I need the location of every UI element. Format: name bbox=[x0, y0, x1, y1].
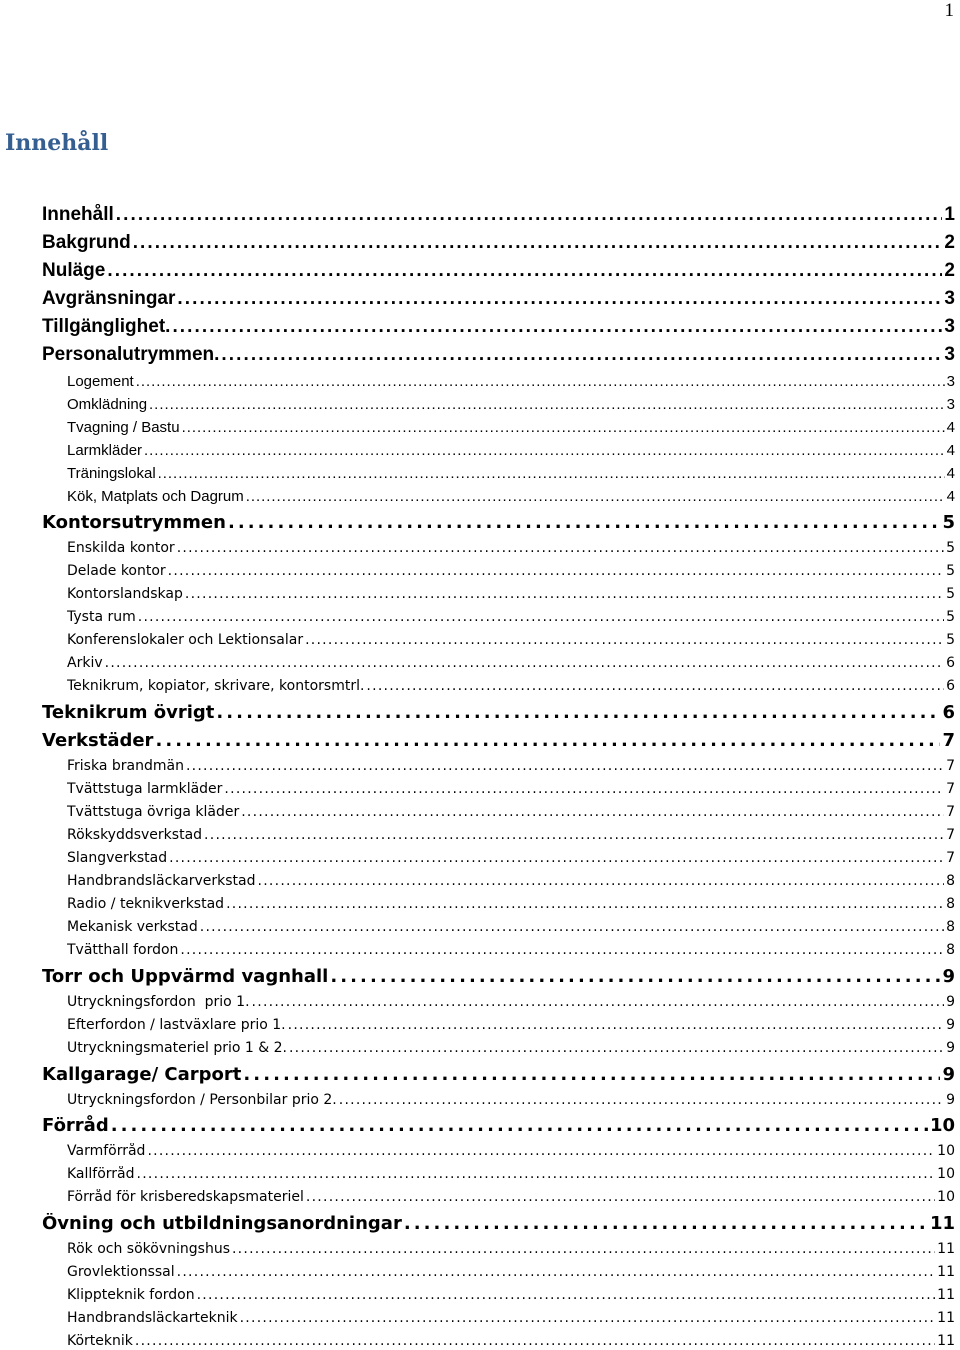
toc-entry-label: Larmkläder bbox=[67, 442, 143, 459]
toc-dot-leader bbox=[216, 702, 940, 723]
toc-entry-page: 2 bbox=[944, 232, 955, 253]
toc-entry-page: 8 bbox=[946, 873, 955, 889]
toc-entry-label: Utryckningsfordon / Personbilar prio 2. bbox=[67, 1092, 337, 1108]
toc-dot-leader bbox=[147, 1143, 935, 1159]
toc-entry-label: Övning och utbildningsanordningar bbox=[42, 1213, 402, 1234]
toc-entry-label: Kallgarage/ Carport bbox=[42, 1064, 242, 1085]
toc-entry[interactable] bbox=[67, 896, 955, 912]
toc-entry-page: 10 bbox=[937, 1143, 955, 1159]
toc-entry-label: Mekanisk verkstad bbox=[67, 919, 198, 935]
toc-dot-leader bbox=[158, 465, 945, 482]
toc-entry[interactable] bbox=[67, 1241, 955, 1257]
toc-entry-label: Kallförråd bbox=[67, 1166, 135, 1182]
toc-entry[interactable] bbox=[67, 540, 955, 556]
toc-dot-leader bbox=[240, 1310, 936, 1326]
toc-entry-label: Rökskyddsverkstad bbox=[67, 827, 203, 843]
toc-dot-leader bbox=[258, 873, 945, 889]
toc-entry-label: Enskilda kontor bbox=[67, 540, 175, 556]
toc-dot-leader bbox=[289, 1040, 944, 1056]
toc-entry-label: Tvagning / Bastu bbox=[67, 419, 180, 436]
toc-entry[interactable] bbox=[67, 827, 955, 843]
toc-entry-label: Rök och sökövningshus bbox=[67, 1241, 230, 1257]
toc-dot-leader bbox=[204, 827, 944, 843]
toc-entry-label: Handbrandsläckarverkstad bbox=[67, 873, 256, 889]
toc-entry[interactable] bbox=[42, 288, 955, 310]
toc-entry-label: Delade kontor bbox=[67, 563, 166, 579]
toc-dot-leader bbox=[177, 288, 942, 310]
toc-entry-label: Bakgrund bbox=[42, 232, 131, 253]
toc-dot-leader bbox=[144, 442, 945, 459]
toc-entry-page: 5 bbox=[946, 563, 955, 579]
toc-entry-page: 10 bbox=[929, 1115, 955, 1136]
toc-entry-page: 7 bbox=[946, 827, 955, 843]
toc-dot-leader bbox=[197, 1287, 936, 1303]
toc-entry-page: 3 bbox=[944, 344, 955, 365]
toc-entry[interactable] bbox=[67, 609, 955, 625]
toc-dot-leader bbox=[138, 609, 944, 625]
toc-entry-page: 9 bbox=[946, 994, 955, 1010]
toc-entry-page: 10 bbox=[937, 1166, 955, 1182]
toc-dot-leader bbox=[330, 966, 940, 987]
toc-entry[interactable] bbox=[67, 488, 955, 505]
toc-dot-leader bbox=[177, 1264, 936, 1280]
toc-entry[interactable] bbox=[42, 1115, 955, 1136]
toc-entry-label: Nuläge bbox=[42, 260, 106, 281]
toc-entry[interactable] bbox=[67, 1166, 955, 1182]
toc-entry[interactable] bbox=[67, 586, 955, 602]
toc-dot-leader bbox=[186, 758, 944, 774]
toc-entry[interactable] bbox=[67, 632, 955, 648]
toc-dot-leader bbox=[137, 1166, 936, 1182]
toc-entry-page: 4 bbox=[946, 419, 955, 436]
toc-entry[interactable] bbox=[42, 512, 955, 533]
toc-dot-leader bbox=[136, 373, 945, 390]
toc-entry[interactable] bbox=[67, 396, 955, 413]
toc-entry-page: 3 bbox=[944, 316, 955, 337]
toc-entry-page: 4 bbox=[946, 488, 955, 505]
toc-entry-label: Friska brandmän bbox=[67, 758, 184, 774]
toc-entry-page: 6 bbox=[946, 678, 955, 694]
toc-entry-label: Handbrandsläckarteknik bbox=[67, 1310, 238, 1326]
toc-entry-page: 11 bbox=[937, 1333, 955, 1349]
toc-entry-page: 5 bbox=[946, 632, 955, 648]
toc-entry-label: Tvätthall fordon bbox=[67, 942, 179, 958]
toc-dot-leader bbox=[135, 1333, 935, 1349]
toc-entry-label: Tysta rum bbox=[67, 609, 136, 625]
toc-entry-label: Torr och Uppvärmd vagnhall bbox=[42, 966, 329, 987]
toc-entry[interactable] bbox=[42, 344, 955, 366]
toc-entry-page: 3 bbox=[944, 288, 955, 309]
toc-entry-label: Radio / teknikverkstad bbox=[67, 896, 225, 912]
toc-dot-leader bbox=[404, 1213, 928, 1234]
toc-entry-page: 7 bbox=[946, 758, 955, 774]
toc-entry-page: 5 bbox=[942, 512, 955, 533]
toc-entry[interactable] bbox=[67, 1310, 955, 1326]
toc-entry[interactable] bbox=[67, 1017, 955, 1033]
toc-entry[interactable] bbox=[67, 1264, 955, 1280]
toc-entry-label: Slangverkstad bbox=[67, 850, 168, 866]
toc-entry[interactable] bbox=[42, 260, 955, 282]
toc-dot-leader bbox=[243, 1064, 940, 1085]
toc-entry[interactable] bbox=[67, 1092, 955, 1108]
toc-entry-page: 9 bbox=[942, 966, 955, 987]
toc-entry-label: Arkiv bbox=[67, 655, 103, 671]
toc-dot-leader bbox=[246, 488, 945, 505]
toc-entry-page: 6 bbox=[946, 655, 955, 671]
toc-entry[interactable] bbox=[67, 465, 955, 482]
toc-entry-page: 11 bbox=[937, 1287, 955, 1303]
toc-dot-leader bbox=[185, 586, 944, 602]
toc-entry-page: 9 bbox=[942, 1064, 955, 1085]
toc-entry[interactable] bbox=[67, 1333, 955, 1349]
toc-entry[interactable] bbox=[67, 442, 955, 459]
toc-entry-label: Förråd för krisberedskapsmateriel bbox=[67, 1189, 304, 1205]
toc-entry-label: Träningslokal bbox=[67, 465, 156, 482]
toc-entry-page: 8 bbox=[946, 942, 955, 958]
toc-entry-label: Utryckningsfordon prio 1. bbox=[67, 994, 250, 1010]
page-number: 1 bbox=[944, 0, 954, 21]
toc-entry[interactable] bbox=[67, 563, 955, 579]
toc-entry[interactable] bbox=[67, 919, 955, 935]
toc-entry-label: Tvättstuga larmkläder bbox=[67, 781, 223, 797]
toc-entry[interactable] bbox=[42, 232, 955, 254]
toc-entry-page: 8 bbox=[946, 896, 955, 912]
toc-entry-page: 7 bbox=[942, 730, 955, 751]
toc-entry-page: 7 bbox=[946, 850, 955, 866]
toc-entry-page: 7 bbox=[946, 781, 955, 797]
toc-entry-page: 6 bbox=[942, 702, 955, 723]
toc-dot-leader bbox=[107, 260, 942, 282]
toc-dot-leader bbox=[200, 919, 944, 935]
toc-entry[interactable] bbox=[67, 655, 955, 671]
toc-entry-page: 9 bbox=[946, 1017, 955, 1033]
toc-entry-label: Körteknik bbox=[67, 1333, 133, 1349]
toc-entry-page: 2 bbox=[944, 260, 955, 281]
toc-entry-page: 11 bbox=[937, 1264, 955, 1280]
toc-entry[interactable] bbox=[42, 1213, 955, 1234]
toc-entry-page: 10 bbox=[937, 1189, 955, 1205]
toc-dot-leader bbox=[116, 204, 943, 226]
toc-dot-leader bbox=[339, 1092, 944, 1108]
toc-entry-label: Innehåll bbox=[42, 204, 114, 225]
toc-entry-page: 3 bbox=[946, 373, 955, 390]
toc-entry[interactable] bbox=[67, 1143, 955, 1159]
toc-entry-page: 7 bbox=[946, 804, 955, 820]
toc-entry-label: Omklädning bbox=[67, 396, 148, 413]
toc-entry-label: Efterfordon / lastväxlare prio 1. bbox=[67, 1017, 286, 1033]
toc-entry-page: 4 bbox=[946, 442, 955, 459]
toc-entry-page: 9 bbox=[946, 1040, 955, 1056]
toc-dot-leader bbox=[224, 781, 944, 797]
toc-entry-label: Tvättstuga övriga kläder bbox=[67, 804, 240, 820]
toc-dot-leader bbox=[105, 655, 944, 671]
toc-entry[interactable] bbox=[67, 1040, 955, 1056]
toc-dot-leader bbox=[168, 563, 944, 579]
toc-entry[interactable] bbox=[42, 702, 955, 723]
toc-dot-leader bbox=[228, 512, 941, 533]
toc-entry[interactable] bbox=[42, 204, 955, 226]
toc-dot-leader bbox=[232, 1241, 935, 1257]
toc-dot-leader bbox=[252, 994, 945, 1010]
toc-entry-label: Tillgänglighet. bbox=[42, 316, 171, 337]
toc-entry[interactable] bbox=[67, 873, 955, 889]
toc-entry[interactable] bbox=[67, 373, 955, 390]
toc-entry-label: Teknikrum, kopiator, skrivare, kontorsmtrl. bbox=[67, 678, 365, 694]
toc-entry-page: 9 bbox=[946, 1092, 955, 1108]
toc-entry-page: 11 bbox=[937, 1310, 955, 1326]
toc-dot-leader bbox=[177, 540, 944, 556]
toc-entry[interactable] bbox=[67, 419, 955, 436]
toc-entry-label: Konferenslokaler och Lektionsalar bbox=[67, 632, 304, 648]
toc-entry[interactable] bbox=[42, 730, 955, 751]
toc-dot-leader bbox=[366, 678, 944, 694]
toc-dot-leader bbox=[133, 232, 943, 254]
toc-entry[interactable] bbox=[42, 316, 955, 338]
toc-entry-label: Förråd bbox=[42, 1115, 109, 1136]
toc-entry-page: 11 bbox=[929, 1213, 955, 1234]
toc-entry-label: Varmförråd bbox=[67, 1143, 146, 1159]
toc-dot-leader bbox=[180, 942, 944, 958]
toc-entry-page: 11 bbox=[937, 1241, 955, 1257]
toc-dot-leader bbox=[226, 896, 944, 912]
toc-entry-label: Teknikrum övrigt bbox=[42, 702, 215, 723]
toc-entry[interactable] bbox=[67, 1287, 955, 1303]
toc-entry-label: Kontorslandskap bbox=[67, 586, 183, 602]
toc-entry-label: Kontorsutrymmen bbox=[42, 512, 226, 533]
toc-entry-label: Utryckningsmateriel prio 1 & 2. bbox=[67, 1040, 287, 1056]
toc-entry[interactable] bbox=[67, 850, 955, 866]
toc-dot-leader bbox=[305, 632, 944, 648]
toc-dot-leader bbox=[221, 344, 942, 366]
toc-entry-label: Grovlektionssal bbox=[67, 1264, 175, 1280]
toc-dot-leader bbox=[155, 730, 940, 751]
toc-dot-leader bbox=[172, 316, 942, 338]
toc-entry[interactable] bbox=[67, 1189, 955, 1205]
toc-entry-page: 4 bbox=[946, 465, 955, 482]
toc-entry-label: Avgränsningar bbox=[42, 288, 176, 309]
toc-entry-label: Verkstäder bbox=[42, 730, 154, 751]
toc-entry[interactable] bbox=[67, 804, 955, 820]
toc-entry[interactable] bbox=[67, 942, 955, 958]
toc-heading: Innehåll bbox=[5, 130, 109, 156]
toc-entry[interactable] bbox=[67, 994, 955, 1010]
toc-dot-leader bbox=[111, 1115, 928, 1136]
toc-entry-page: 5 bbox=[946, 609, 955, 625]
toc-entry[interactable] bbox=[67, 678, 955, 694]
toc-dot-leader bbox=[241, 804, 944, 820]
toc-entry-label: Logement bbox=[67, 373, 134, 390]
toc-entry-page: 5 bbox=[946, 540, 955, 556]
toc-entry-page: 8 bbox=[946, 919, 955, 935]
toc-dot-leader bbox=[149, 396, 945, 413]
toc-entry[interactable] bbox=[67, 758, 955, 774]
toc-entry[interactable] bbox=[42, 1064, 955, 1085]
toc-entry[interactable] bbox=[67, 781, 955, 797]
toc-entry-page: 3 bbox=[946, 396, 955, 413]
toc-dot-leader bbox=[169, 850, 944, 866]
toc-entry-page: 1 bbox=[944, 204, 955, 225]
toc-entry-label: Personalutrymmen. bbox=[42, 344, 220, 365]
toc-entry-page: 5 bbox=[946, 586, 955, 602]
toc-dot-leader bbox=[288, 1017, 944, 1033]
toc-dot-leader bbox=[182, 419, 945, 436]
toc-entry-label: Kök, Matplats och Dagrum bbox=[67, 488, 244, 505]
toc-entry-label: Klippteknik fordon bbox=[67, 1287, 195, 1303]
toc-entry[interactable] bbox=[42, 966, 955, 987]
toc-dot-leader bbox=[306, 1189, 935, 1205]
